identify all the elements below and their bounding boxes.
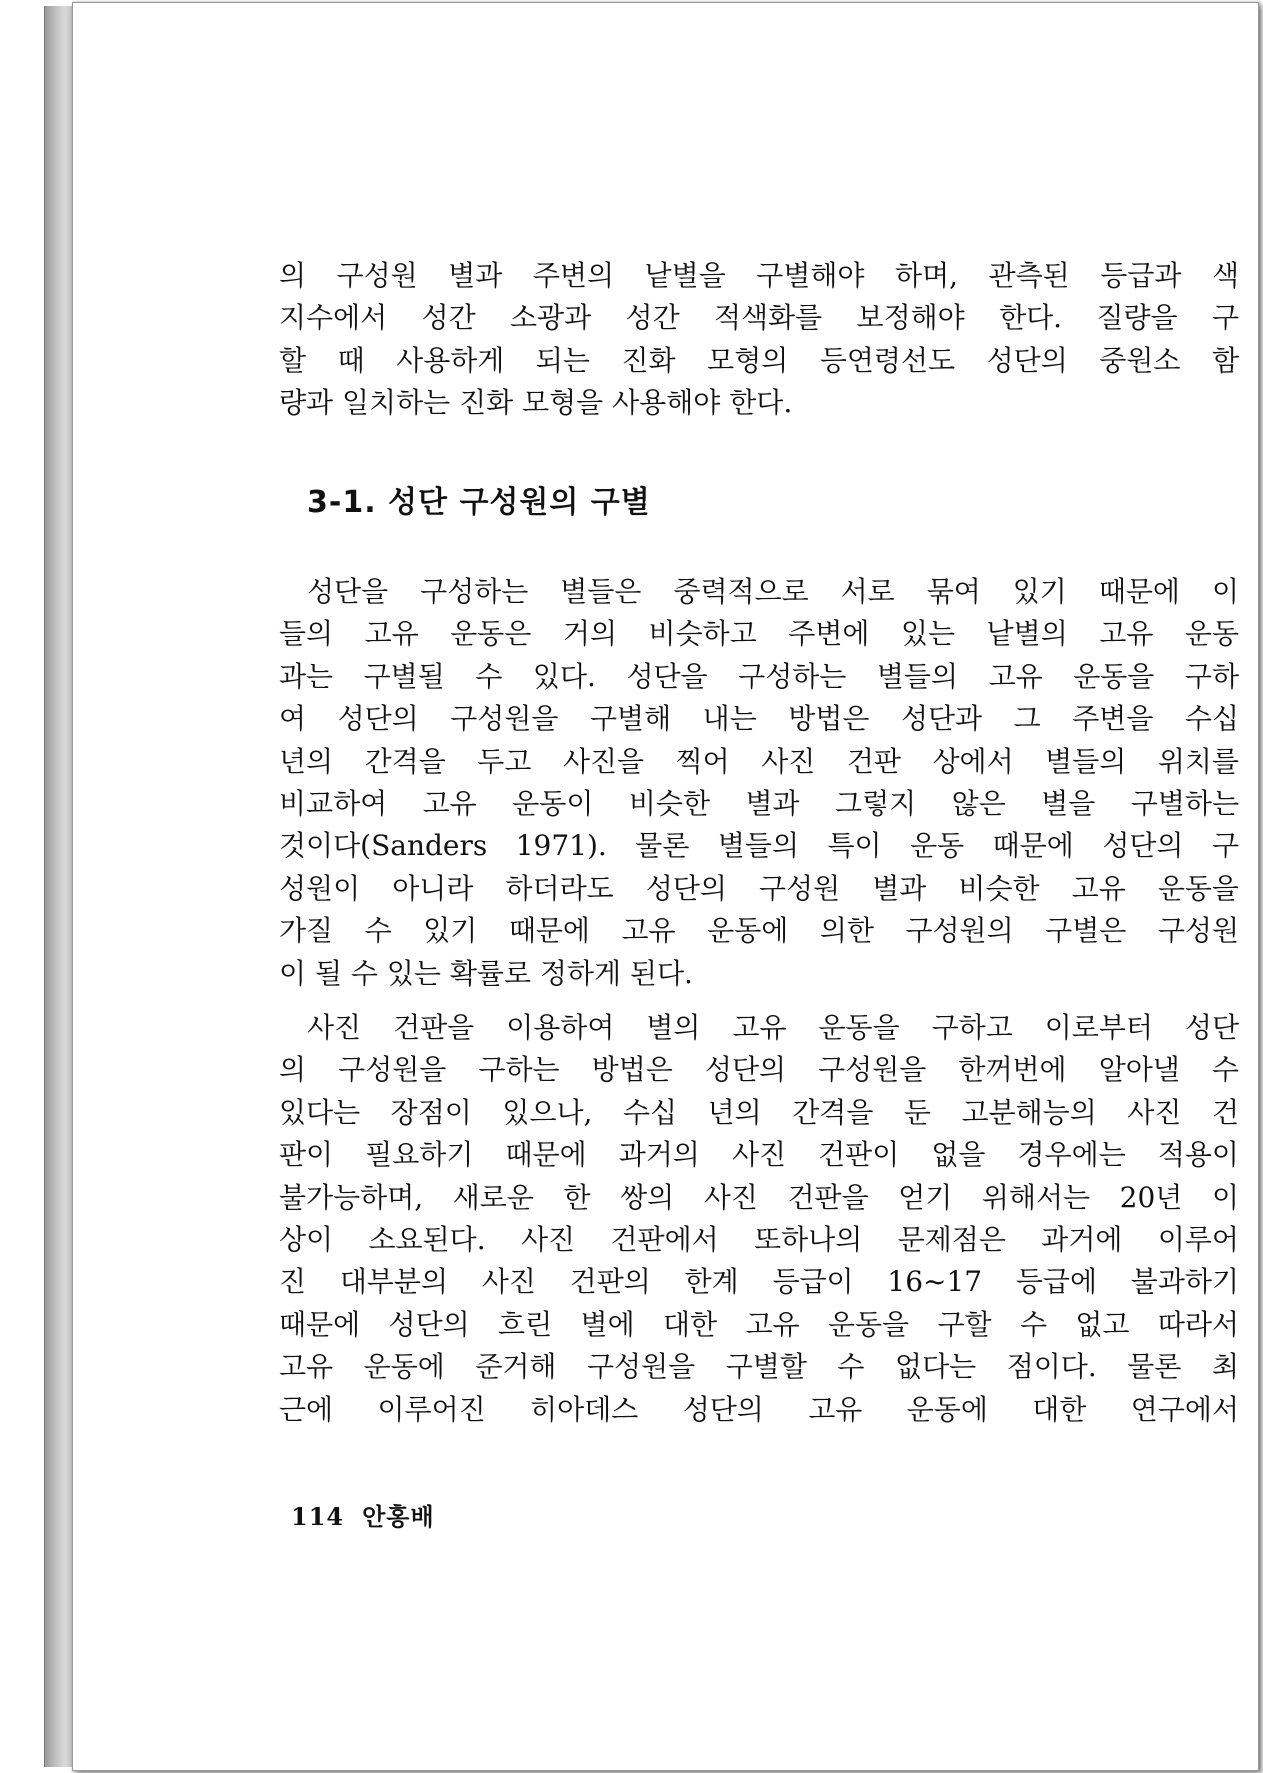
text-line: 때문에 성단의 흐린 별에 대한 고유 운동을 구할 수 없고 따라서 [279, 1307, 1239, 1341]
text-line: 가질 수 있기 때문에 고유 운동에 의한 구성원의 구별은 구성원 [279, 914, 1239, 948]
text-line: 있다는 장점이 있으나, 수십 년의 간격을 둔 고분해능의 사진 건 [279, 1095, 1239, 1129]
author-name: 안홍배 [362, 1502, 435, 1531]
text-line: 의 구성원 별과 주변의 낱별을 구별해야 하며, 관측된 등급과 색 [279, 259, 1239, 292]
text-line: 근에 이루어진 히아데스 성단의 고유 운동에 대한 연구에서 [279, 1392, 1239, 1426]
text-line: 불가능하며, 새로운 한 쌍의 사진 건판을 얻기 위해서는 20년 이 [279, 1180, 1239, 1214]
paragraph-3 [279, 1007, 1239, 1431]
text-line: 년의 간격을 두고 사진을 찍어 사진 건판 상에서 별들의 위치를 [279, 744, 1239, 778]
paragraph-2 [279, 571, 1239, 995]
book-page [72, 2, 1259, 1771]
text-line: 것이다(Sanders 1971). 물론 별들의 특이 운동 때문에 성단의 구 [279, 829, 1239, 863]
text-line: 성단을 구성하는 별들은 중력적으로 서로 묶여 있기 때문에 이 [307, 575, 1239, 608]
book-spine [44, 6, 74, 1767]
text-line: 비교하여 고유 운동이 비슷한 별과 그렇지 않은 별을 구별하는 [279, 787, 1239, 821]
text-line: 진 대부분의 사진 건판의 한계 등급이 16~17 등급에 불과하기 [279, 1265, 1239, 1299]
text-line: 사진 건판을 이용하여 별의 고유 운동을 구하고 이로부터 성단 [307, 1011, 1239, 1044]
text-line: 들의 고유 운동은 거의 비슷하고 주변에 있는 낱별의 고유 운동 [279, 617, 1239, 651]
paragraph-1 [279, 255, 1239, 425]
text-line: 상이 소요된다. 사진 건판에서 또하나의 문제점은 과거에 이루어 [279, 1223, 1239, 1257]
text-line: 이 될 수 있는 확률로 정하게 된다. [279, 956, 693, 990]
text-line: 여 성단의 구성원을 구별해 내는 방법은 성단과 그 주변을 수십 [279, 702, 1239, 736]
page-footer [291, 1497, 453, 1532]
text-line: 성원이 아니라 하더라도 성단의 구성원 별과 비슷한 고유 운동을 [279, 871, 1239, 905]
text-line: 할 때 사용하게 되는 진화 모형의 등연령선도 성단의 중원소 함 [279, 343, 1239, 377]
text-line: 지수에서 성간 소광과 성간 적색화를 보정해야 한다. 질량을 구 [279, 301, 1239, 335]
text-line: 고유 운동에 준거해 구성원을 구별할 수 없다는 점이다. 물론 최 [279, 1350, 1239, 1384]
section-heading: 3-1. 성단 구성원의 구별 [307, 485, 651, 520]
page-number: 114 [291, 1502, 345, 1531]
text-line: 량과 일치하는 진화 모형을 사용해야 한다. [279, 386, 793, 420]
text-line: 판이 필요하기 때문에 과거의 사진 건판이 없을 경우에는 적용이 [279, 1138, 1239, 1172]
text-line: 의 구성원을 구하는 방법은 성단의 구성원을 한꺼번에 알아낼 수 [279, 1053, 1239, 1087]
text-line: 과는 구별될 수 있다. 성단을 구성하는 별들의 고유 운동을 구하 [279, 659, 1239, 693]
